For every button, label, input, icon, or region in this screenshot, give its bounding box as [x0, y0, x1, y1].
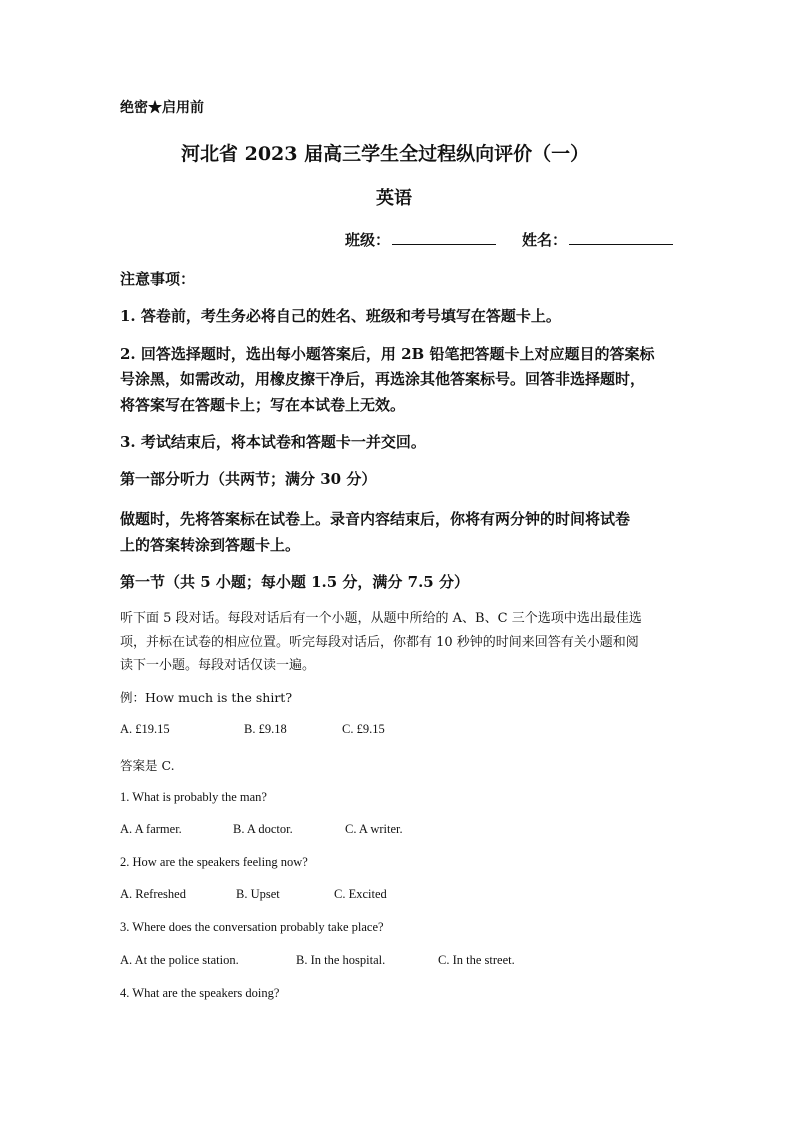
name-field [522, 229, 673, 250]
question-2-option-b: B. Upset [236, 887, 280, 901]
notice-item-2-line-1: 2. 回答选择题时，选出每小题答案后，用 2B 铅笔把答题卡上对应题目的答案标 [120, 345, 655, 363]
class-label: 班级： [345, 231, 391, 249]
notice-heading: 注意事项： [120, 270, 196, 288]
section1-heading: 第一节（共 5 小题；每小题 1.5 分，满分 7.5 分） [120, 573, 469, 591]
question-3-option-b: B. In the hospital. [296, 953, 386, 967]
example-option-a: A. £19.15 [120, 722, 170, 736]
notice-item-2-line-3: 将答案写在答题卡上；写在本试卷上无效。 [120, 396, 406, 414]
class-blank [392, 230, 496, 245]
question-3-option-a: A. At the police station. [120, 953, 239, 967]
question-1-option-b: B. A doctor. [233, 822, 293, 836]
question-3: 3. Where does the conversation probably take place? [120, 920, 384, 934]
question-3-option-c: C. In the street. [438, 953, 515, 967]
notice-item-1: 1. 答卷前，考生务必将自己的姓名、班级和考号填写在答题卡上。 [120, 307, 561, 325]
subject-title: 英语 [376, 188, 412, 209]
question-1-option-a: A. A farmer. [120, 822, 182, 836]
class-field [345, 229, 496, 250]
question-2: 2. How are the speakers feeling now? [120, 855, 308, 869]
section1-instruction-line-1: 听下面 5 段对话。每段对话后有一个小题，从题中所给的 A、B、C 三个选项中选出最佳选 [120, 611, 642, 626]
question-2-option-a: A. Refreshed [120, 887, 186, 901]
part1-instruction-line-2: 上的答案转涂到答题卡上。 [120, 536, 301, 554]
question-1-option-c: C. A writer. [345, 822, 403, 836]
question-2-option-c: C. Excited [334, 887, 387, 901]
example-option-b: B. £9.18 [244, 722, 287, 736]
question-4: 4. What are the speakers doing? [120, 986, 280, 1000]
example-question: 例：How much is the shirt? [120, 690, 293, 705]
notice-item-2-line-2: 号涂黑，如需改动，用橡皮擦干净后，再选涂其他答案标号。回答非选择题时， [120, 370, 646, 388]
part1-instruction-line-1: 做题时，先将答案标在试卷上。录音内容结束后，你将有两分钟的时间将试卷 [120, 510, 631, 528]
exam-title: 河北省 2023 届高三学生全过程纵向评价（一） [181, 143, 590, 165]
notice-item-3: 3. 考试结束后，将本试卷和答题卡一并交回。 [120, 433, 426, 451]
section1-instruction-line-3: 读下一小题。每段对话仅读一遍。 [120, 658, 316, 673]
section1-instruction-line-2: 项，并标在试卷的相应位置。听完每段对话后，你都有 10 秒钟的时间来回答有关小题和阅 [120, 635, 639, 650]
secret-label: 绝密★启用前 [120, 100, 204, 116]
example-option-c: C. £9.15 [342, 722, 385, 736]
part1-heading: 第一部分听力（共两节；满分 30 分） [120, 470, 377, 488]
name-label: 姓名： [522, 231, 568, 249]
name-blank [569, 230, 673, 245]
question-1: 1. What is probably the man? [120, 790, 267, 804]
example-answer: 答案是 C. [120, 758, 175, 773]
